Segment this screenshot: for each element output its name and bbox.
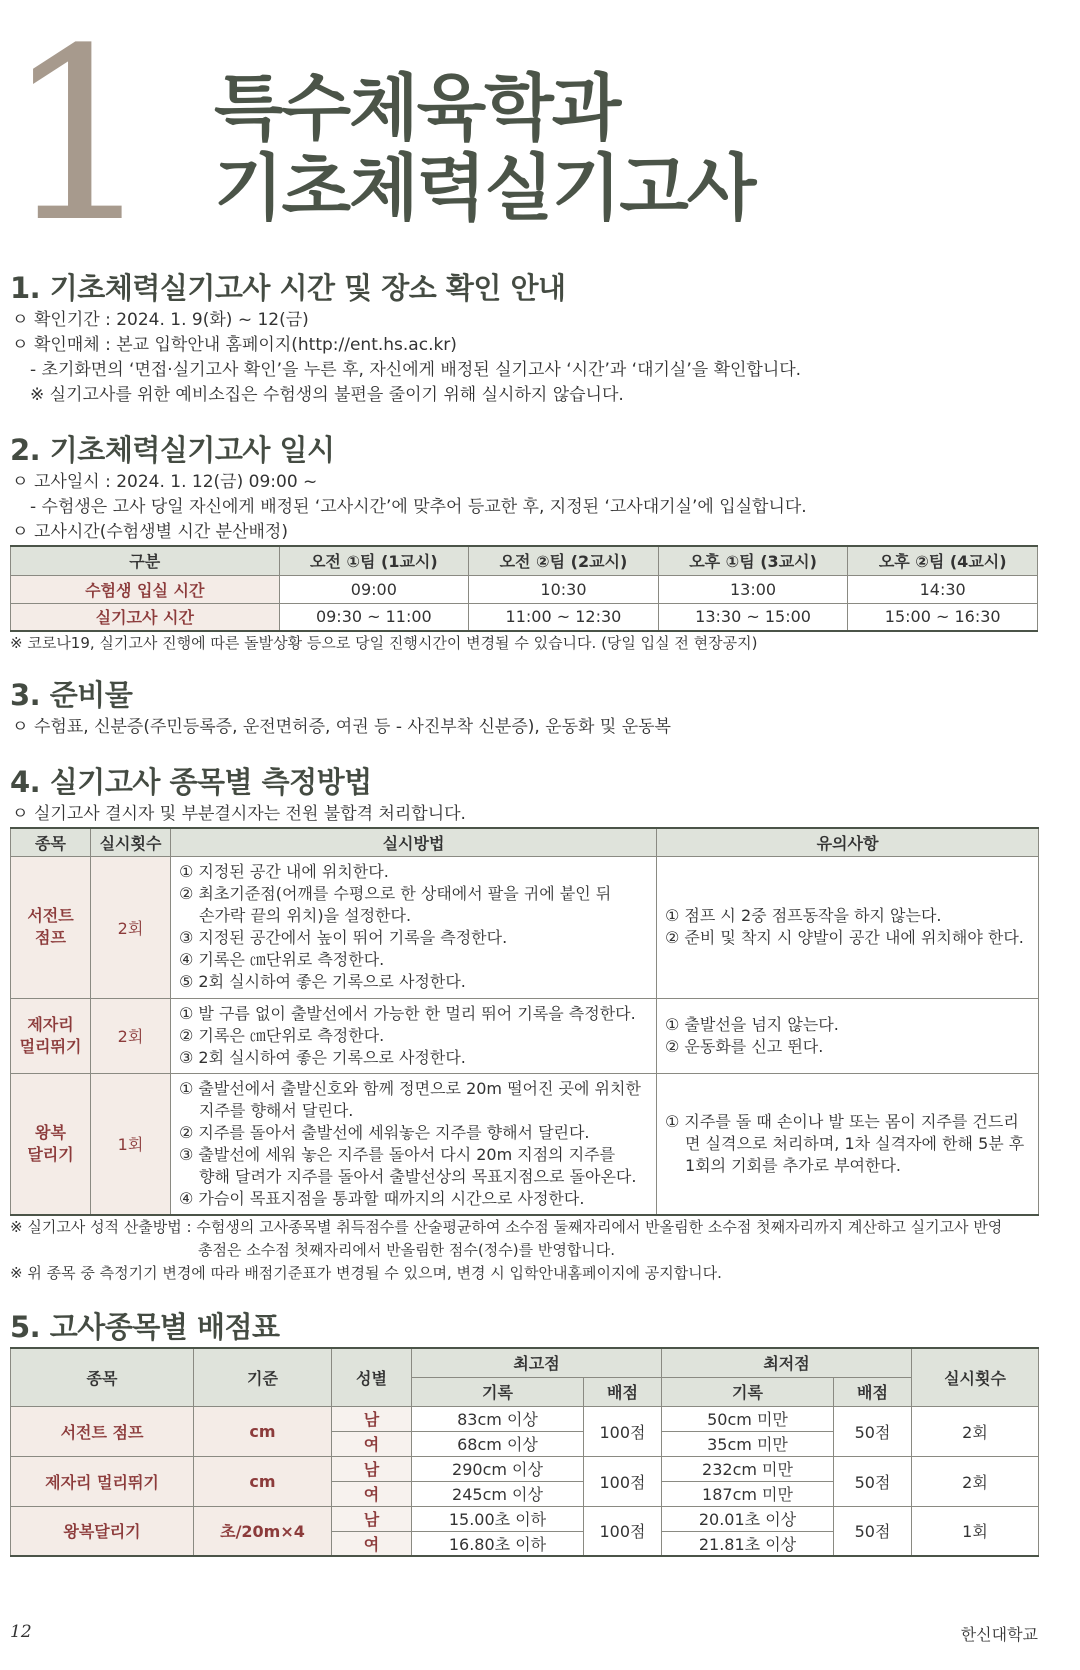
event-unit: cm: [194, 1406, 332, 1456]
section5-heading: 5. 고사종목별 배점표: [10, 1310, 280, 1344]
table-header: 실시방법: [171, 828, 657, 856]
table-cell: 13:30 ~ 15:00: [658, 603, 848, 631]
section1-note: ※ 실기고사를 위한 예비소집은 수험생의 불편을 줄이기 위해 실시하지 않습니다.: [30, 385, 624, 405]
table-header: 실시횟수: [91, 828, 171, 856]
schedule-header-row: [11, 546, 1038, 575]
table-row: [11, 575, 1038, 603]
table-row: [11, 1456, 1039, 1481]
table-header: 실시횟수: [912, 1348, 1039, 1406]
table-cell: 21.81초 이상: [662, 1531, 834, 1556]
table-cell: 2회: [912, 1456, 1039, 1506]
table-header: 종목: [11, 828, 91, 856]
section2-heading: 2. 기초체력실기고사 일시: [10, 433, 335, 467]
table-row: [11, 1406, 1039, 1431]
bullet-icon: ㅇ: [12, 472, 29, 492]
table-row: [11, 1506, 1039, 1531]
table-header: 최저점: [662, 1348, 912, 1377]
section1-line: ㅇ 확인기간 : 2024. 1. 9(화) ~ 12(금): [10, 308, 1038, 333]
section3-heading: 3. 준비물: [10, 678, 133, 712]
section1-line: ㅇ 확인매체 : 본교 입학안내 홈페이지(http://ent.hs.ac.kr): [10, 333, 1038, 358]
table-header: 오후 ②팀 (4교시): [848, 546, 1038, 575]
section2-sub: - 수험생은 고사 당일 자신에게 배정된 ‘고사시간’에 맞추어 등교한 후, 지정된 ‘고사대기실’에 입실합니다.: [30, 497, 807, 517]
table-header: 오전 ①팀 (1교시): [279, 546, 469, 575]
section4-line: ㅇ 실기고사 결시자 및 부분결시자는 전원 불합격 처리합니다.: [10, 802, 1038, 827]
table-cell: 15:00 ~ 16:30: [848, 603, 1038, 631]
school-name: 한신대학교: [960, 1625, 1038, 1644]
row-label: 수험생 입실 시간: [11, 575, 280, 603]
main-content: [10, 268, 1038, 1557]
table-header: 배점: [584, 1377, 662, 1406]
bullet-icon: ㅇ: [12, 310, 29, 330]
section2-note: ※ 코로나19, 실기고사 진행에 따른 돌발상황 등으로 당일 진행시간이 변경될 수 있습니다. (당일 입실 전 현장공지): [10, 634, 758, 652]
table-cell: 290cm 이상: [412, 1456, 584, 1481]
section4-note: ※ 실기고사 성적 산출방법 : 수험생의 고사종목별 취득점수를 산술평균하여 소수점 둘째자리에서 반올림한 소수점 첫째자리까지 계산하고 실기고사 반영: [10, 1218, 1003, 1236]
page-number: 12: [10, 1622, 32, 1642]
section3-line: ㅇ 수험표, 신분증(주민등록증, 운전면허증, 여권 등 - 사진부착 신분증), 운동화 및 운동복: [10, 715, 1038, 740]
table-cell: 1회: [912, 1506, 1039, 1556]
method-header-row: [11, 828, 1039, 856]
gender-cell: 여: [332, 1481, 412, 1506]
table-cell: 50점: [834, 1506, 912, 1556]
table-row: [11, 1073, 1039, 1215]
event-method: ① 발 구름 없이 출발선에서 가능한 한 멀리 뛰어 기록을 측정한다. ② 기록은 ㎝단위로 측정한다. ③ 2회 실시하여 좋은 기록으로 사정한다.: [171, 998, 657, 1073]
event-name: 제자리 멀리뛰기: [11, 998, 91, 1073]
event-name: 서전트 점프: [11, 1406, 194, 1456]
table-header: 오전 ②팀 (2교시): [469, 546, 659, 575]
table-cell: 2회: [912, 1406, 1039, 1456]
row-label: 실기고사 시간: [11, 603, 280, 631]
table-cell: 100점: [584, 1406, 662, 1456]
table-row: [11, 856, 1039, 998]
table-header: 기록: [412, 1377, 584, 1406]
table-cell: 10:30: [469, 575, 659, 603]
event-unit: 초/20m×4: [194, 1506, 332, 1556]
table-cell: 20.01초 이상: [662, 1506, 834, 1531]
score-table: [10, 1347, 1039, 1557]
table-row: [11, 603, 1038, 631]
section4-note-cont: 총점은 소수점 첫째자리에서 반올림한 점수(정수)를 반영합니다.: [198, 1241, 616, 1259]
event-method: ① 출발선에서 출발신호와 함께 정면으로 20m 떨어진 곳에 위치한 지주를 향해서 달린다. ② 지주를 돌아서 출발선에 세워놓은 지주를 향해서 달린다. ③ 출발선에 세워 놓은 지주를 돌아서 다시 20m 지점의 지주를 향해 달려가 지주를 돌아서 출발선상의 목표지점으로 돌아온다. ④ 가슴이 목표지점을 통과할 때까지의 시간으로 사정한다.: [171, 1073, 657, 1215]
event-count: 1회: [91, 1073, 171, 1215]
section1-sub: - 초기화면의 ‘면접·실기고사 확인’을 누른 후, 자신에게 배정된 실기고사 ‘시간’과 ‘대기실’을 확인합니다.: [30, 360, 802, 380]
table-header: 기록: [662, 1377, 834, 1406]
bullet-icon: ㅇ: [12, 522, 29, 542]
table-cell: 100점: [584, 1506, 662, 1556]
table-cell: 50cm 미만: [662, 1406, 834, 1431]
section4-note: ※ 위 종목 중 측정기기 변경에 따라 배점기준표가 변경될 수 있으며, 변경 시 입학안내홈페이지에 공지합니다.: [10, 1264, 722, 1282]
table-header: 기준: [194, 1348, 332, 1406]
table-cell: 50점: [834, 1456, 912, 1506]
table-header: 성별: [332, 1348, 412, 1406]
chapter-number: 1: [4, 0, 150, 275]
event-count: 2회: [91, 856, 171, 998]
event-unit: cm: [194, 1456, 332, 1506]
table-cell: 83cm 이상: [412, 1406, 584, 1431]
bullet-icon: ㅇ: [12, 335, 29, 355]
table-header: 구분: [11, 546, 280, 575]
event-notes: ① 출발선을 넘지 않는다. ② 운동화를 신고 뛴다.: [657, 998, 1039, 1073]
title-line-2: 기초체력실기고사: [214, 146, 755, 230]
title-line-1: 특수체육학과: [214, 66, 620, 150]
table-cell: 35cm 미만: [662, 1431, 834, 1456]
event-name: 제자리 멀리뛰기: [11, 1456, 194, 1506]
table-cell: 09:00: [279, 575, 469, 603]
gender-cell: 여: [332, 1531, 412, 1556]
table-header: 오후 ①팀 (3교시): [658, 546, 848, 575]
section2-line: ㅇ 고사시간(수험생별 시간 분산배정): [10, 520, 1038, 545]
event-method: ① 지정된 공간 내에 위치한다. ② 최초기준점(어깨를 수평으로 한 상태에서 팔을 귀에 붙인 뒤 손가락 끝의 위치)을 설정한다. ③ 지정된 공간에서 높이 뛰어 기록을 측정한다. ④ 기록은 ㎝단위로 측정한다. ⑤ 2회 실시하여 좋은 기록으로 사정한다.: [171, 856, 657, 998]
table-cell: 100점: [584, 1456, 662, 1506]
schedule-table: [10, 545, 1038, 632]
event-name: 왕복 달리기: [11, 1073, 91, 1215]
bullet-icon: ㅇ: [12, 717, 29, 737]
section2-line: ㅇ 고사일시 : 2024. 1. 12(금) 09:00 ~: [10, 470, 1038, 495]
table-cell: 13:00: [658, 575, 848, 603]
event-count: 2회: [91, 998, 171, 1073]
gender-cell: 남: [332, 1406, 412, 1431]
table-cell: 09:30 ~ 11:00: [279, 603, 469, 631]
gender-cell: 남: [332, 1456, 412, 1481]
gender-cell: 남: [332, 1506, 412, 1531]
event-name: 왕복달리기: [11, 1506, 194, 1556]
table-cell: 15.00초 이하: [412, 1506, 584, 1531]
table-cell: 232cm 미만: [662, 1456, 834, 1481]
event-name: 서전트 점프: [11, 856, 91, 998]
table-header: 종목: [11, 1348, 194, 1406]
table-header: 배점: [834, 1377, 912, 1406]
gender-cell: 여: [332, 1431, 412, 1456]
table-header: 유의사항: [657, 828, 1039, 856]
event-notes: ① 점프 시 2중 점프동작을 하지 않는다. ② 준비 및 착지 시 양발이 공간 내에 위치해야 한다.: [657, 856, 1039, 998]
page-title: [214, 68, 754, 228]
method-table: [10, 827, 1039, 1216]
score-header-row: [11, 1348, 1039, 1377]
event-notes: ① 지주를 돌 때 손이나 발 또는 몸이 지주를 건드리 면 실격으로 처리하며, 1차 실격자에 한해 5분 후 1회의 기회를 추가로 부여한다.: [657, 1073, 1039, 1215]
table-cell: 14:30: [848, 575, 1038, 603]
table-cell: 68cm 이상: [412, 1431, 584, 1456]
table-header: 최고점: [412, 1348, 662, 1377]
table-cell: 16.80초 이하: [412, 1531, 584, 1556]
table-cell: 245cm 이상: [412, 1481, 584, 1506]
section1-heading: 1. 기초체력실기고사 시간 및 장소 확인 안내: [10, 271, 566, 305]
bullet-icon: ㅇ: [12, 804, 29, 824]
table-cell: 11:00 ~ 12:30: [469, 603, 659, 631]
table-cell: 50점: [834, 1406, 912, 1456]
table-cell: 187cm 미만: [662, 1481, 834, 1506]
table-row: [11, 998, 1039, 1073]
section4-heading: 4. 실기고사 종목별 측정방법: [10, 765, 372, 799]
